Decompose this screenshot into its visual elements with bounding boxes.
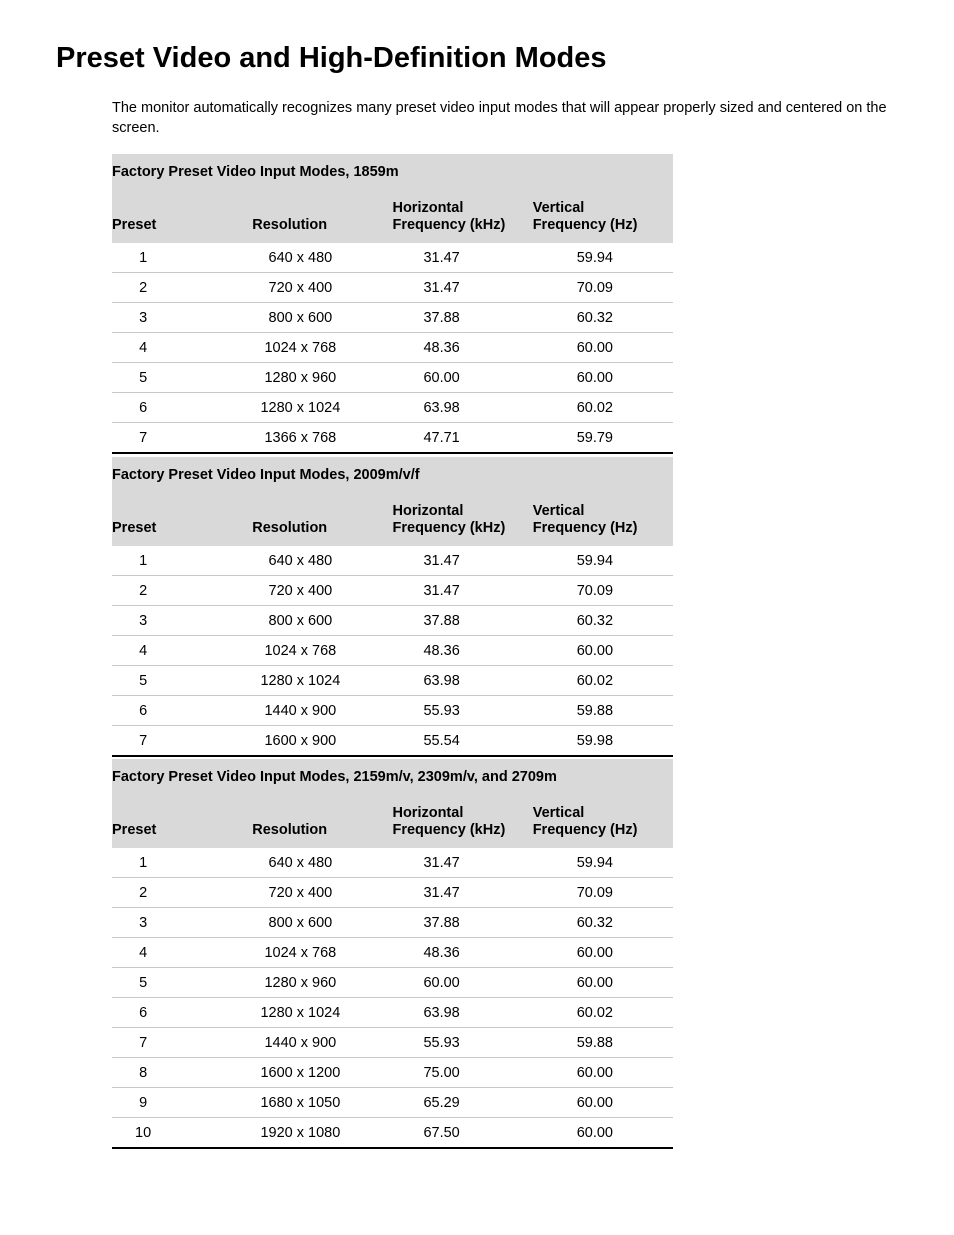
table-row [112,848,673,878]
cell-vertical-frequency: 60.32 [533,606,673,636]
cell-vertical-frequency: 59.94 [533,243,673,273]
cell-preset: 3 [112,908,252,938]
cell-preset: 4 [112,636,252,666]
cell-horizontal-frequency: 48.36 [392,333,532,363]
cell-resolution: 1024 x 768 [252,333,392,363]
column-header-vertical-frequency: Vertical Frequency (Hz) [533,489,673,546]
cell-preset: 10 [135,1124,152,1141]
cell-preset: 1 [112,848,252,878]
cell-horizontal-frequency: 65.29 [392,1088,532,1118]
cell-vertical-frequency: 60.00 [576,1124,613,1141]
table-title: Factory Preset Video Input Modes, 1859m [112,154,673,186]
cell-horizontal-frequency: 55.93 [392,1028,532,1058]
table-row [112,1028,673,1058]
cell-horizontal-frequency: 37.88 [392,908,532,938]
cell-preset: 7 [139,732,148,749]
cell-vertical-frequency: 70.09 [533,273,673,303]
column-header-horizontal-frequency: Horizontal Frequency (kHz) [392,791,532,848]
table-row [112,1058,673,1088]
cell-resolution: 1024 x 768 [252,938,392,968]
table-row [112,546,673,576]
cell-vertical-frequency: 60.32 [533,303,673,333]
cell-horizontal-frequency: 31.47 [392,848,532,878]
cell-vertical-frequency: 59.94 [533,546,673,576]
cell-horizontal-frequency: 75.00 [392,1058,532,1088]
column-header-horizontal-frequency: Horizontal Frequency (kHz) [393,489,533,546]
cell-resolution: 720 x 400 [252,576,392,606]
cell-horizontal-frequency: 31.47 [392,243,532,273]
cell-vertical-frequency: 60.02 [533,393,673,423]
column-header-vertical-frequency: Vertical Frequency (Hz) [533,791,673,848]
table-row [112,908,673,938]
cell-preset: 9 [112,1088,252,1118]
cell-preset: 7 [139,429,148,446]
cell-resolution: 1280 x 960 [252,968,392,998]
cell-preset: 5 [112,666,252,696]
cell-horizontal-frequency: 48.36 [393,636,533,666]
cell-resolution: 800 x 600 [252,303,392,333]
table-row [112,576,673,606]
table-title: Factory Preset Video Input Modes, 2159m/v, 2309m/v, and 2709m [112,759,673,791]
cell-vertical-frequency: 59.79 [576,429,613,446]
table-row [112,1088,673,1118]
table-row [112,636,673,666]
table-row [112,666,673,696]
cell-vertical-frequency: 60.02 [533,998,673,1028]
cell-vertical-frequency: 59.94 [533,848,673,878]
cell-vertical-frequency: 60.00 [533,1058,673,1088]
column-header-resolution: Resolution [252,489,392,546]
cell-vertical-frequency: 60.00 [533,363,673,393]
preset-table-2009m [112,457,673,757]
table-row [112,363,673,393]
cell-preset: 8 [112,1058,252,1088]
cell-vertical-frequency: 60.00 [533,333,673,363]
table-row [112,998,673,1028]
cell-resolution: 1280 x 1024 [252,666,392,696]
column-header-vertical-frequency: Vertical Frequency (Hz) [533,186,673,243]
cell-preset: 3 [112,606,252,636]
cell-horizontal-frequency: 48.36 [392,938,532,968]
cell-resolution: 800 x 600 [252,908,392,938]
cell-horizontal-frequency: 31.47 [392,878,532,908]
cell-resolution: 640 x 480 [252,243,392,273]
table-row [112,243,673,273]
cell-horizontal-frequency: 63.98 [392,998,532,1028]
cell-horizontal-frequency: 31.47 [392,273,532,303]
cell-resolution: 1440 x 900 [252,1028,392,1058]
cell-vertical-frequency: 60.00 [533,1088,673,1118]
table-row [112,968,673,998]
cell-preset: 7 [112,1028,252,1058]
cell-horizontal-frequency: 31.47 [393,546,533,576]
cell-vertical-frequency: 60.00 [533,636,673,666]
cell-horizontal-frequency: 55.93 [393,696,533,726]
cell-resolution: 720 x 400 [252,878,392,908]
table-row [112,423,673,454]
cell-preset: 6 [112,998,252,1028]
cell-horizontal-frequency: 55.54 [423,732,460,749]
cell-horizontal-frequency: 63.98 [392,393,532,423]
cell-preset: 4 [112,938,252,968]
table-row [112,938,673,968]
cell-resolution: 1680 x 1050 [252,1088,392,1118]
cell-preset: 1 [112,243,252,273]
column-header-preset: Preset [112,186,252,243]
table-row [112,606,673,636]
cell-resolution: 1024 x 768 [252,636,392,666]
table-row [112,303,673,333]
table-row [112,273,673,303]
page-title: Preset Video and High-Definition Modes [56,42,607,74]
cell-vertical-frequency: 60.00 [533,938,673,968]
cell-resolution: 720 x 400 [252,273,392,303]
column-header-preset: Preset [112,489,252,546]
cell-preset: 4 [112,333,252,363]
cell-vertical-frequency: 59.88 [533,1028,673,1058]
cell-vertical-frequency: 60.32 [533,908,673,938]
cell-horizontal-frequency: 60.00 [392,968,532,998]
cell-resolution: 1440 x 900 [252,696,392,726]
column-header-resolution: Resolution [252,791,392,848]
cell-resolution: 640 x 480 [252,848,392,878]
cell-preset: 2 [112,878,252,908]
cell-preset: 5 [112,968,252,998]
cell-horizontal-frequency: 67.50 [423,1124,460,1141]
column-header-horizontal-frequency: Horizontal Frequency (kHz) [392,186,532,243]
cell-resolution: 640 x 480 [252,546,392,576]
cell-resolution: 1280 x 1024 [252,998,392,1028]
preset-table-2159m-2309m-2709m [112,759,673,1149]
table-row [112,726,673,757]
cell-preset: 2 [112,576,252,606]
preset-table-1859m [112,154,673,454]
cell-vertical-frequency: 60.02 [533,666,673,696]
cell-horizontal-frequency: 47.71 [423,429,460,446]
cell-resolution: 1920 x 1080 [260,1124,341,1141]
cell-horizontal-frequency: 63.98 [393,666,533,696]
table-row [112,878,673,908]
cell-resolution: 1280 x 960 [252,363,392,393]
cell-resolution: 1600 x 900 [264,732,337,749]
cell-resolution: 1366 x 768 [264,429,337,446]
table-title: Factory Preset Video Input Modes, 2009m/v/f [112,457,673,489]
cell-vertical-frequency: 60.00 [533,968,673,998]
cell-resolution: 1280 x 1024 [252,393,392,423]
cell-horizontal-frequency: 37.88 [392,303,532,333]
cell-resolution: 800 x 600 [252,606,392,636]
cell-vertical-frequency: 59.88 [533,696,673,726]
cell-horizontal-frequency: 31.47 [393,576,533,606]
cell-horizontal-frequency: 60.00 [392,363,532,393]
cell-vertical-frequency: 70.09 [533,576,673,606]
cell-preset: 3 [112,303,252,333]
table-row [112,696,673,726]
table-row [112,1118,673,1149]
cell-resolution: 1600 x 1200 [252,1058,392,1088]
intro-paragraph: The monitor automatically recognizes many preset video input modes that will appear properly sized and centered on the screen. [112,100,887,136]
cell-preset: 6 [112,696,252,726]
cell-preset: 2 [112,273,252,303]
cell-vertical-frequency: 70.09 [533,878,673,908]
cell-preset: 6 [112,393,252,423]
table-row [112,393,673,423]
cell-vertical-frequency: 59.98 [576,732,614,749]
column-header-resolution: Resolution [252,186,392,243]
cell-preset: 5 [112,363,252,393]
cell-horizontal-frequency: 37.88 [393,606,533,636]
table-row [112,333,673,363]
cell-preset: 1 [112,546,252,576]
column-header-preset: Preset [112,791,252,848]
